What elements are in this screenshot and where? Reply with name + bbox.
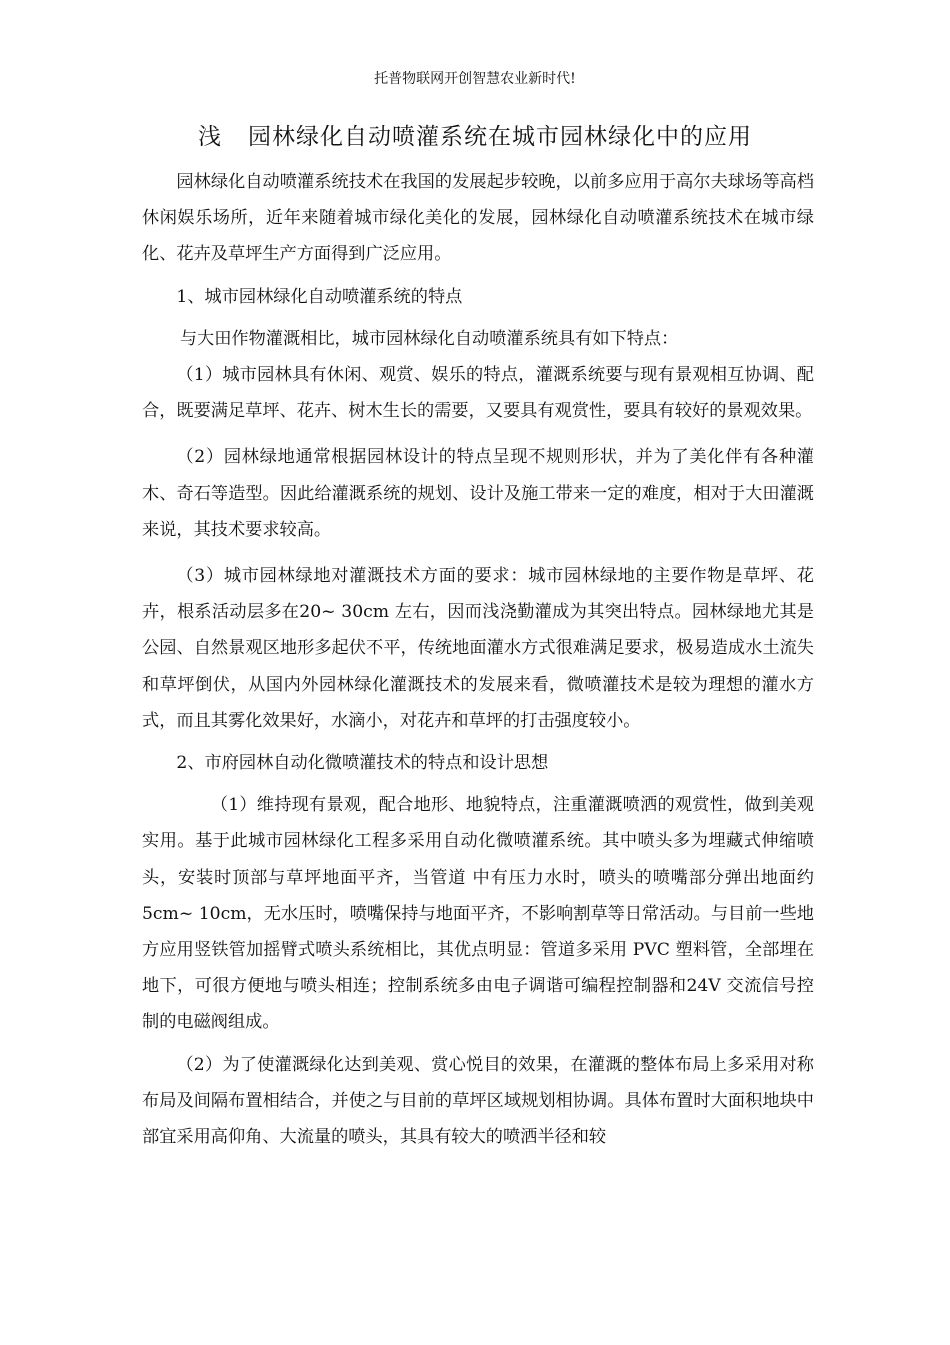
- document-body: [142, 164, 814, 1155]
- title-text: 园林绿化自动喷灌系统在城市园林绿化中的应用: [248, 124, 752, 150]
- paragraph-comparison: 与大田作物灌溉相比，城市园林绿化自动喷灌系统具有如下特点：: [179, 328, 679, 349]
- section-heading-1: 1、城市园林绿化自动喷灌系统的特点: [176, 286, 463, 307]
- paragraph-point-1: （1）城市园林具有休闲、观赏、娱乐的特点，灌溉系统要与现有景观相互协调、配合，既要满足草坪、花卉、树木生长的需要，又要具有观赏性，要具有较好的景观效果。: [142, 365, 814, 422]
- paragraph-point-2: （2）园林绿地通常根据园林设计的特点呈现不规则形状，并为了美化伴有各种灌木、奇石等造型。因此给灌溉系统的规划、设计及施工带来一定的难度，相对于大田灌溉来说，其技术要求较高。: [142, 447, 814, 540]
- paragraph-design-2: （2）为了使灌溉绿化达到美观、赏心悦目的效果，在灌溉的整体布局上多采用对称布局及间隔布置相结合，并使之与目前的草坪区域规划相协调。具体布置时大面积地块中部宜采用高仰角、大流量的喷头，其具有较大的喷洒半径和较: [142, 1054, 814, 1148]
- paragraph-intro: 园林绿化自动喷灌系统技术在我国的发展起步较晚，以前多应用于高尔夫球场等高档休闲娱乐场所，近年来随着城市绿化美化的发展，园林绿化自动喷灌系统技术在城市绿化、花卉及草坪生产方面得到广泛应用。: [142, 172, 814, 265]
- paragraph-design-1: （1）维持现有景观，配合地形、地貌特点，注重灌溉喷洒的观赏性，做到美观实用。基于此城市园林绿化工程多采用自动化微喷灌系统。其中喷头多为埋藏式伸缩喷头，安装时顶部与草坪地面平齐，当管道 中有压力水时，喷头的喷嘴部分弹出地面约5cm~ 10cm，无水压时，喷嘴保持与地面平齐，不影响割草等日常活动。与目前一些地方应用竖铁管加摇臂式喷头系统相比，其优点明显：管道多采用 PVC 塑料管，全部埋在地下，可很方便地与喷头相连；控制系统多由电子调谐可编程控制器和24V 交流信号控制的电磁阀组成。: [142, 795, 814, 1033]
- document-title: [0, 118, 950, 151]
- title-prefix: 浅: [198, 124, 222, 150]
- paragraph-point-3: （3）城市园林绿地对灌溉技术方面的要求：城市园林绿地的主要作物是草坪、花卉，根系活动层多在20~ 30cm 左右，因而浅浇勤灌成为其突出特点。园林绿地尤其是公园、自然景观区地形多起伏不平，传统地面灌水方式很难满足要求，极易造成水土流失和草坪倒伏，从国内外园林绿化灌溉技术的发展来看，微喷灌技术是较为理想的灌水方式，而且其雾化效果好，水滴小，对花卉和草坪的打击强度较小。: [142, 566, 814, 731]
- section-heading-2: 2、市府园林自动化微喷灌技术的特点和设计思想: [176, 753, 549, 774]
- header-slogan: 托普物联网开创智慧农业新时代!: [374, 71, 576, 87]
